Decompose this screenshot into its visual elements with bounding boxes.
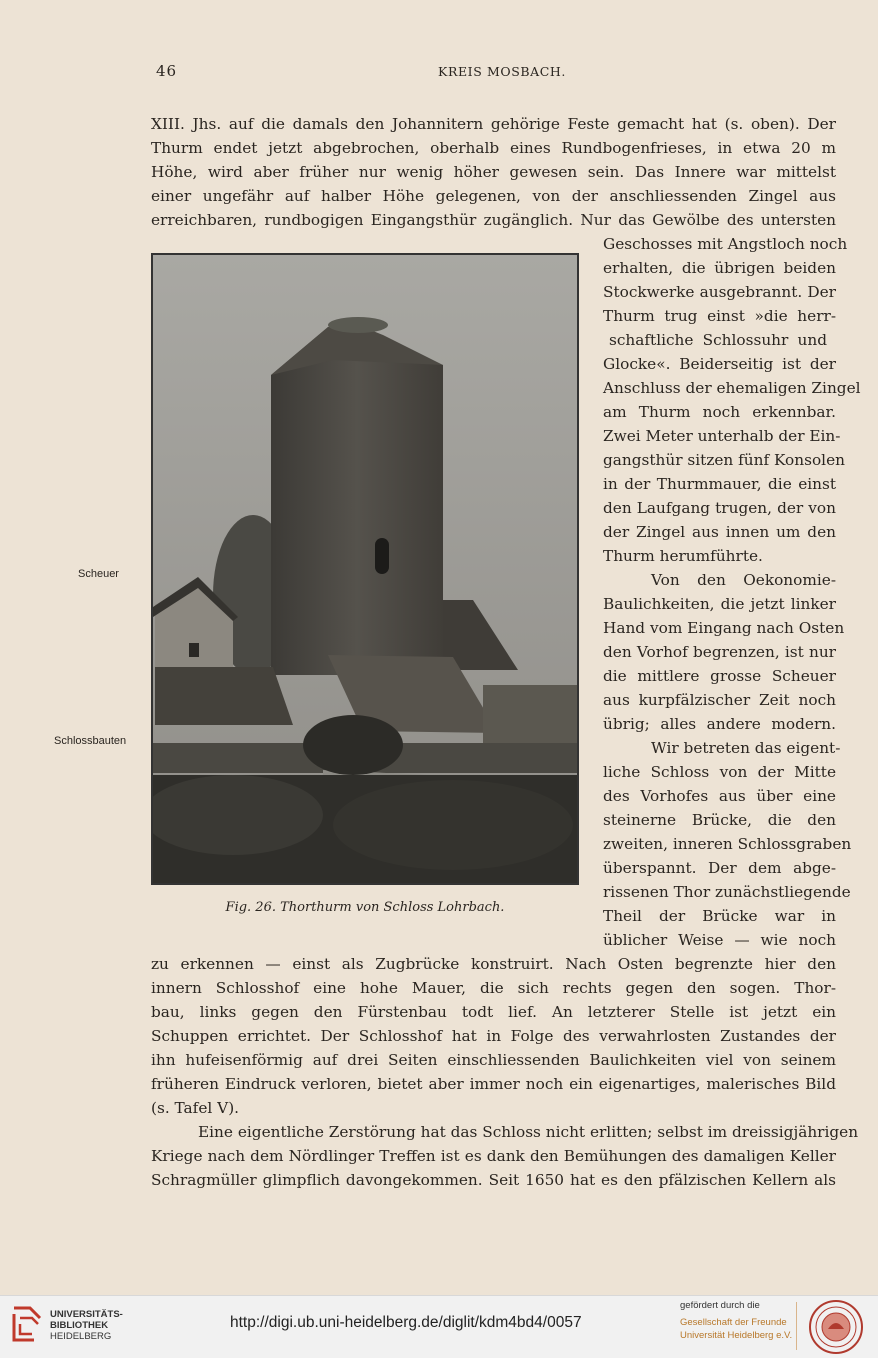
- text-line: XIII. Jhs. auf die damals den Johannitern gehörige Feste gemacht hat (s. oben). Der: [151, 115, 836, 133]
- sponsor-label: gefördert durch die: [680, 1300, 760, 1311]
- university-library-name: [50, 1309, 123, 1342]
- text-line: den Vorhof begrenzen, ist nur: [603, 643, 836, 661]
- footer-divider: [796, 1302, 797, 1350]
- viewer-footer: [0, 1295, 878, 1358]
- text-line: in der Thurmmauer, die einst: [603, 475, 836, 493]
- text-line: innern Schlosshof eine hohe Mauer, die sich rechts gegen den sogen. Thor-: [151, 979, 836, 997]
- text-line: liche Schloss von der Mitte: [603, 763, 836, 781]
- text-line: erhalten, die übrigen beiden: [603, 259, 836, 277]
- text-line: bau, links gegen den Fürstenbau todt lief. An letzterer Stelle ist jetzt ein: [151, 1003, 836, 1021]
- text-line: Anschluss der ehemaligen Zingel: [603, 379, 861, 397]
- page-number: 46: [156, 62, 178, 80]
- text-line: die mittlere grosse Scheuer: [603, 667, 836, 685]
- text-line: Kriege nach dem Nördlinger Treffen ist es dank den Bemühungen des damaligen Keller: [151, 1147, 836, 1165]
- page-header: [0, 62, 878, 84]
- text-line: der Zingel aus innen um den: [603, 523, 836, 541]
- figure-photo-tower: [151, 253, 579, 885]
- text-line: Glocke«. Beiderseitig ist der: [603, 355, 836, 373]
- text-line: des Vorhofes aus über eine: [603, 787, 836, 805]
- tower-photograph: [153, 255, 577, 883]
- text-line: Hand vom Eingang nach Osten: [603, 619, 845, 637]
- text-line: zu erkennen — einst als Zugbrücke konstruirt. Nach Osten begrenzte hier den: [151, 955, 836, 973]
- institution-line-1: UNIVERSITÄTS-: [50, 1309, 123, 1320]
- sponsor-line-1: Gesellschaft der Freunde: [680, 1317, 787, 1328]
- text-line: erreichbaren, rundbogigen Eingangsthür zugänglich. Nur das Gewölbe des untersten: [151, 211, 836, 229]
- text-line: Wir betreten das eigent-: [651, 739, 841, 757]
- text-line: Thurm endet jetzt abgebrochen, oberhalb eines Rundbogenfrieses, in etwa 20 m: [151, 139, 836, 157]
- text-line: überspannt. Der dem abge-: [603, 859, 836, 877]
- text-line: Von den Oekonomie-: [651, 571, 836, 589]
- text-line: früheren Eindruck verloren, bietet aber immer noch ein eigenartiges, malerisches Bild: [151, 1075, 836, 1093]
- margin-note-scheuer: Scheuer: [78, 568, 119, 580]
- institution-line-3: HEIDELBERG: [50, 1331, 112, 1342]
- text-line: Zwei Meter unterhalb der Ein-: [603, 427, 841, 445]
- institution-line-2: BIBLIOTHEK: [50, 1320, 109, 1331]
- figure-caption: Fig. 26. Thorthurm von Schloss Lohrbach.: [225, 900, 505, 915]
- running-head: KREIS MOSBACH.: [438, 64, 567, 79]
- text-line: steinerne Brücke, die den: [603, 811, 836, 829]
- text-line: gangsthür sitzen fünf Konsolen: [603, 451, 845, 469]
- text-line: zweiten, inneren Schlossgraben: [603, 835, 852, 853]
- text-line: einer ungefähr auf halber Höhe gelegenen, von der anschliessenden Zingel aus: [151, 187, 836, 205]
- text-line: ihn hufeisenförmig auf drei Seiten einschliessenden Baulichkeiten viel von seinem: [151, 1051, 836, 1069]
- text-line: Eine eigentliche Zerstörung hat das Schloss nicht erlitten; selbst im dreissigjährigen: [198, 1123, 859, 1141]
- text-line: schaftliche Schlossuhr und: [609, 331, 827, 349]
- text-line: Baulichkeiten, die jetzt linker: [603, 595, 836, 613]
- sponsor-name: [680, 1316, 792, 1342]
- text-line: aus kurpfälzischer Zeit noch: [603, 691, 836, 709]
- text-line: den Laufgang trugen, der von: [603, 499, 836, 517]
- text-line: Thurm herumführte.: [603, 547, 763, 565]
- margin-note-schlossbauten: Schlossbauten: [54, 735, 127, 747]
- text-line: am Thurm noch erkennbar.: [603, 403, 836, 421]
- text-line: übrig; alles andere modern.: [603, 715, 836, 733]
- text-line: Schragmüller glimpflich davongekommen. Seit 1650 hat es den pfälzischen Kellern als: [151, 1171, 836, 1189]
- text-line: Höhe, wird aber früher nur wenig höher gewesen sein. Das Innere war mittelst: [151, 163, 836, 181]
- sponsor-line-2: Universität Heidelberg e.V.: [680, 1330, 793, 1341]
- university-library-logo-icon: [10, 1304, 44, 1346]
- text-line: rissenen Thor zunächstliegende: [603, 883, 851, 901]
- text-line: Stockwerke ausgebrannt. Der: [603, 283, 836, 301]
- text-line: üblicher Weise — wie noch: [603, 931, 836, 949]
- text-line: Schuppen errichtet. Der Schlosshof hat in Folge des verwahrlosten Zustandes der: [151, 1027, 836, 1045]
- text-line: Theil der Brücke war in: [603, 907, 836, 925]
- text-line: Thurm trug einst »die herr-: [603, 307, 836, 325]
- permalink-url[interactable]: http://digi.ub.uni-heidelberg.de/diglit/kdm4bd4/0057: [230, 1314, 582, 1331]
- text-line: Geschosses mit Angstloch noch: [603, 235, 848, 253]
- text-line: (s. Tafel V).: [151, 1099, 240, 1117]
- university-seal-icon: [808, 1299, 864, 1355]
